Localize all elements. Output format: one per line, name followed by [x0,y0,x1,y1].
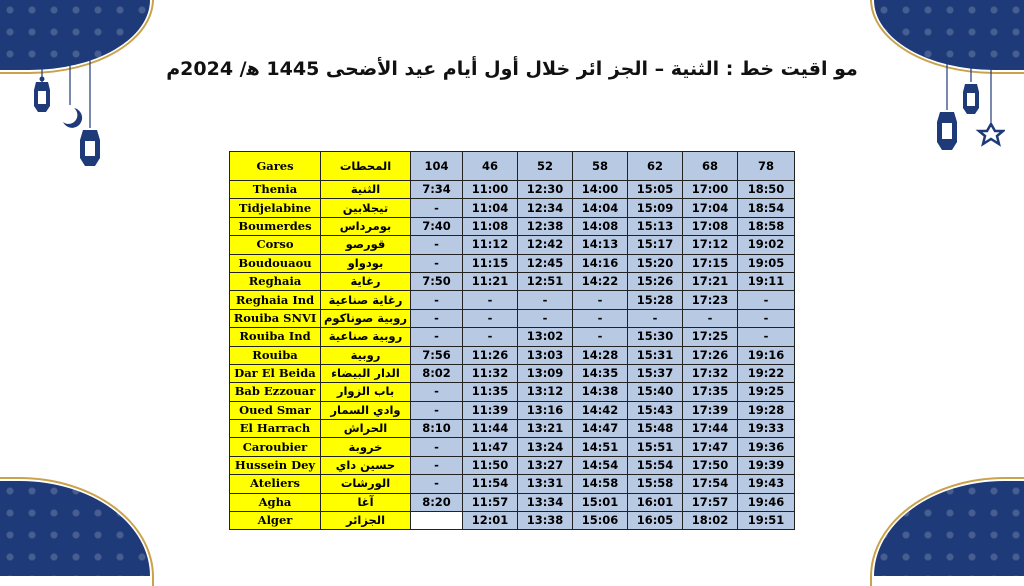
time-cell: 11:54 [463,475,518,493]
table-row [230,328,795,346]
time-cell: 11:08 [463,217,518,235]
time-cell: 11:35 [463,383,518,401]
time-cell: 17:44 [683,420,738,438]
time-cell: 16:01 [628,493,683,511]
table-row [230,364,795,382]
time-cell: 12:01 [463,512,518,530]
time-cell: 12:42 [518,236,573,254]
time-cell: 14:16 [573,254,628,272]
time-cell: - [463,291,518,309]
time-cell: 13:24 [518,438,573,456]
time-cell: 15:28 [628,291,683,309]
time-cell: - [628,309,683,327]
time-cell: 19:11 [738,272,795,290]
time-cell: - [573,309,628,327]
station-name-fr: Bab Ezzouar [230,383,321,401]
time-cell: 17:00 [683,181,738,199]
station-name-fr: Rouiba Ind [230,328,321,346]
station-name-ar: قورصو [321,236,411,254]
time-cell: 13:12 [518,383,573,401]
time-cell: 17:39 [683,401,738,419]
time-cell: 11:47 [463,438,518,456]
time-cell: 19:33 [738,420,795,438]
station-name-fr: Boumerdes [230,217,321,235]
time-cell: 17:23 [683,291,738,309]
station-name-ar: الحراش [321,420,411,438]
time-cell: 17:35 [683,383,738,401]
time-cell: 17:04 [683,199,738,217]
column-header-gares: Gares [230,152,321,181]
time-cell: 18:50 [738,181,795,199]
time-cell: 17:12 [683,236,738,254]
station-name-fr: Caroubier [230,438,321,456]
time-cell: - [411,456,463,474]
table-row [230,383,795,401]
column-header-train: 104 [411,152,463,181]
time-cell: - [518,309,573,327]
time-cell: 19:25 [738,383,795,401]
table-row [230,438,795,456]
table-row [230,456,795,474]
station-name-ar: الدار البيضاء [321,364,411,382]
station-name-ar: رغاية [321,272,411,290]
station-name-fr: Alger [230,512,321,530]
time-cell: 11:15 [463,254,518,272]
time-cell: 13:21 [518,420,573,438]
time-cell: 17:15 [683,254,738,272]
time-cell: 19:05 [738,254,795,272]
table-row [230,401,795,419]
column-header-train: 68 [683,152,738,181]
time-cell: 7:34 [411,181,463,199]
time-cell: 7:40 [411,217,463,235]
time-cell: 11:39 [463,401,518,419]
time-cell: 19:16 [738,346,795,364]
lantern-icon [80,130,100,166]
time-cell: 8:02 [411,364,463,382]
station-name-fr: Rouiba [230,346,321,364]
table-row [230,181,795,199]
time-cell: 8:10 [411,420,463,438]
time-cell: 17:21 [683,272,738,290]
station-name-fr: Thenia [230,181,321,199]
table-row [230,512,795,530]
time-cell: 15:30 [628,328,683,346]
time-cell: 14:51 [573,438,628,456]
time-cell: - [411,199,463,217]
time-cell: 14:08 [573,217,628,235]
column-header-train: 78 [738,152,795,181]
station-name-fr: Reghaia [230,272,321,290]
time-cell: 17:26 [683,346,738,364]
station-name-fr: Boudouaou [230,254,321,272]
time-cell: - [573,328,628,346]
time-cell: 11:00 [463,181,518,199]
time-cell: 13:16 [518,401,573,419]
star-icon [979,124,1003,144]
station-name-fr: Reghaia Ind [230,291,321,309]
time-cell: 14:35 [573,364,628,382]
station-name-ar: روبية صوناكوم [321,309,411,327]
table-row [230,346,795,364]
time-cell: 19:28 [738,401,795,419]
time-cell: 15:20 [628,254,683,272]
time-cell: 11:57 [463,493,518,511]
time-cell: - [683,309,738,327]
time-cell: 14:22 [573,272,628,290]
time-cell: 19:51 [738,512,795,530]
lantern-group-left [30,60,110,170]
lantern-icon [937,112,957,150]
station-name-fr: Oued Smar [230,401,321,419]
station-name-fr: Ateliers [230,475,321,493]
time-cell: 7:50 [411,272,463,290]
table-row [230,236,795,254]
station-name-ar: بومرداس [321,217,411,235]
time-cell: 13:38 [518,512,573,530]
column-header-train: 62 [628,152,683,181]
time-cell: - [738,309,795,327]
column-header-train: 52 [518,152,573,181]
time-cell: 19:22 [738,364,795,382]
time-cell: - [411,401,463,419]
time-cell: - [573,291,628,309]
time-cell: 15:13 [628,217,683,235]
time-cell: 15:01 [573,493,628,511]
time-cell: 13:27 [518,456,573,474]
station-name-fr: Hussein Dey [230,456,321,474]
time-cell: 13:09 [518,364,573,382]
time-cell: 18:54 [738,199,795,217]
time-cell: 18:02 [683,512,738,530]
station-name-fr: Rouiba SNVI [230,309,321,327]
station-name-ar: وادي السمار [321,401,411,419]
column-header-train: 46 [463,152,518,181]
station-name-fr: Agha [230,493,321,511]
station-name-ar: باب الزوار [321,383,411,401]
time-cell: 19:02 [738,236,795,254]
time-cell: 15:51 [628,438,683,456]
table-header-row [230,152,795,181]
time-cell: 18:58 [738,217,795,235]
time-cell [411,512,463,530]
time-cell: 12:34 [518,199,573,217]
time-cell: 15:17 [628,236,683,254]
time-cell: 15:37 [628,364,683,382]
time-cell: 14:28 [573,346,628,364]
table-row [230,291,795,309]
station-name-ar: الجزائر [321,512,411,530]
time-cell: - [411,236,463,254]
table-row [230,309,795,327]
time-cell: 19:36 [738,438,795,456]
time-cell: 11:12 [463,236,518,254]
time-cell: 19:39 [738,456,795,474]
time-cell: 15:54 [628,456,683,474]
time-cell: - [738,328,795,346]
time-cell: - [738,291,795,309]
time-cell: 13:34 [518,493,573,511]
time-cell: 11:44 [463,420,518,438]
time-cell: 12:45 [518,254,573,272]
time-cell: 16:05 [628,512,683,530]
time-cell: - [411,254,463,272]
time-cell: 11:50 [463,456,518,474]
table-row [230,254,795,272]
station-name-ar: روبية [321,346,411,364]
page-title: مو اقيت خط : الثنية – الجز ائر خلال أول أيام عيد الأضحى 1445 ﮬ/ 2024م [166,58,858,80]
station-name-ar: روبية صناعية [321,328,411,346]
time-cell: 14:38 [573,383,628,401]
time-cell: 11:32 [463,364,518,382]
time-cell: 14:13 [573,236,628,254]
schedule-table [229,151,795,530]
time-cell: 15:40 [628,383,683,401]
station-name-fr: Corso [230,236,321,254]
station-name-ar: تيجلابين [321,199,411,217]
time-cell: 11:21 [463,272,518,290]
time-cell: 13:31 [518,475,573,493]
time-cell: 13:03 [518,346,573,364]
time-cell: 19:46 [738,493,795,511]
time-cell: - [411,475,463,493]
time-cell: 14:04 [573,199,628,217]
table-row [230,475,795,493]
time-cell: 15:05 [628,181,683,199]
time-cell: 12:51 [518,272,573,290]
time-cell: 14:42 [573,401,628,419]
time-cell: 14:54 [573,456,628,474]
table-row [230,199,795,217]
time-cell: 11:04 [463,199,518,217]
time-cell: 15:48 [628,420,683,438]
time-cell: 17:32 [683,364,738,382]
time-cell: 15:06 [573,512,628,530]
time-cell: - [463,328,518,346]
time-cell: 17:47 [683,438,738,456]
time-cell: 15:58 [628,475,683,493]
time-cell: 17:25 [683,328,738,346]
station-name-ar: الورشات [321,475,411,493]
time-cell: 15:31 [628,346,683,364]
time-cell: 17:50 [683,456,738,474]
time-cell: 17:57 [683,493,738,511]
time-cell: - [411,328,463,346]
station-name-fr: Dar El Beida [230,364,321,382]
time-cell: - [411,309,463,327]
time-cell: 15:26 [628,272,683,290]
time-cell: 17:08 [683,217,738,235]
column-header-stations-ar: المحطات [321,152,411,181]
station-name-ar: آغا [321,493,411,511]
lantern-group-right [925,60,1005,160]
table-row [230,217,795,235]
time-cell: 8:20 [411,493,463,511]
time-cell: 13:02 [518,328,573,346]
time-cell: - [411,438,463,456]
station-name-ar: رغاية صناعية [321,291,411,309]
station-name-ar: حسين داي [321,456,411,474]
time-cell: 15:43 [628,401,683,419]
station-name-fr: El Harrach [230,420,321,438]
time-cell: 12:30 [518,181,573,199]
column-header-train: 58 [573,152,628,181]
time-cell: - [518,291,573,309]
time-cell: 12:38 [518,217,573,235]
crescent-icon [63,108,82,128]
time-cell: 14:47 [573,420,628,438]
table-row [230,272,795,290]
station-name-fr: Tidjelabine [230,199,321,217]
time-cell: 19:43 [738,475,795,493]
time-cell: - [411,291,463,309]
time-cell: 17:54 [683,475,738,493]
time-cell: - [463,309,518,327]
time-cell: 14:00 [573,181,628,199]
lantern-icon [963,84,979,114]
table-row [230,420,795,438]
time-cell: 14:58 [573,475,628,493]
time-cell: 11:26 [463,346,518,364]
time-cell: 15:09 [628,199,683,217]
time-cell: 7:56 [411,346,463,364]
station-name-ar: بودواو [321,254,411,272]
station-name-ar: الثنية [321,181,411,199]
station-name-ar: خروبة [321,438,411,456]
table-row [230,493,795,511]
time-cell: - [411,383,463,401]
